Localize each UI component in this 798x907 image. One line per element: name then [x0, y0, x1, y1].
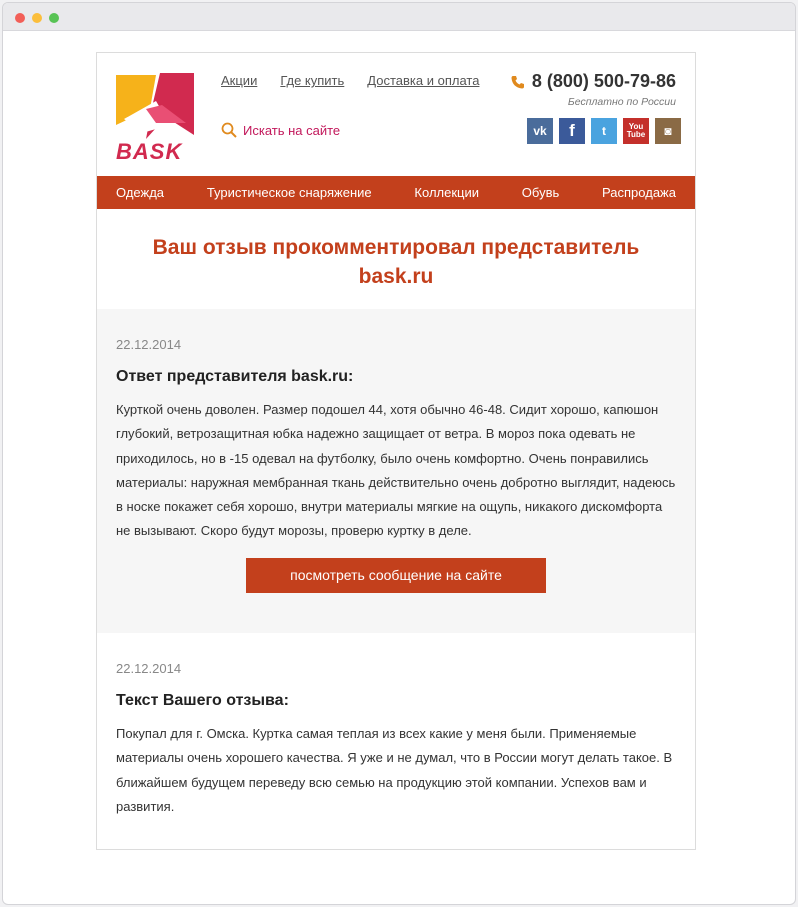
link-delivery-payment[interactable]: Доставка и оплата — [367, 73, 480, 88]
minimize-window-button[interactable] — [32, 13, 42, 23]
facebook-icon[interactable]: f — [559, 118, 585, 144]
close-window-button[interactable] — [15, 13, 25, 23]
user-review — [97, 633, 695, 819]
vk-icon[interactable]: vk — [527, 118, 553, 144]
phone-number[interactable]: 8 (800) 500-79-86 — [531, 71, 676, 91]
representative-reply — [97, 309, 695, 633]
reply-title: Ответ представителя bask.ru: — [116, 368, 354, 385]
reply-text: Курткой очень доволен. Размер подошел 44, хотя обычно 46-48. Сидит хорошо, капюшон глубокий, ветрозащитная юбка надежно защищает от ветра. В мороз пока одевать не приходилось, но в -15 одевал на футболку, было очень комфортно. Очень понравились материалы: наружная мембранная ткань действительно очень добротно выглядит, надеюсь в носке покажет себя хорошо, внутри материалы мягкие на ощупь, никакого дискомфорта не вызывают. Скоро будут морозы, проверю куртку в деле. — [116, 402, 676, 539]
nav-item-clothing[interactable]: Одежда — [116, 185, 165, 200]
site-search-link[interactable] — [221, 122, 340, 138]
nav-item-collections[interactable]: Коллекции — [414, 185, 479, 200]
nav-item-sale[interactable]: Распродажа — [602, 185, 676, 200]
search-label: Искать на сайте — [243, 122, 341, 138]
youtube-icon[interactable]: You Tube — [623, 118, 649, 144]
instagram-icon[interactable]: ◙ — [655, 118, 681, 144]
review-text: Покупал для г. Омска. Куртка самая теплая из всех какие у меня были. Применяемые материалы очень хорошего качества. Я уже и не думал, что в России могут делать такое. В ближайшем будущем переведу всю семью на продукцию этой компании. Успехов вам и развития. — [116, 726, 673, 814]
view-message-button[interactable]: посмотреть сообщение на сайте — [246, 558, 546, 593]
review-title: Текст Вашего отзыва: — [116, 692, 289, 709]
link-where-to-buy[interactable]: Где купить — [280, 73, 345, 88]
maximize-window-button[interactable] — [49, 13, 59, 23]
phone-block — [510, 71, 676, 108]
social-links — [527, 118, 681, 144]
logo-text[interactable]: BASK — [116, 139, 183, 164]
nav-item-gear[interactable]: Туристическое снаряжение — [206, 185, 372, 200]
page-title: Ваш отзыв прокомментировал представитель bask.ru — [152, 236, 640, 288]
main-nav — [97, 176, 695, 209]
nav-item-footwear[interactable]: Обувь — [521, 185, 560, 200]
review-date: 22.12.2014 — [116, 661, 182, 676]
top-links — [221, 73, 479, 88]
email-header — [97, 53, 695, 176]
search-icon — [221, 122, 237, 138]
twitter-icon[interactable]: t — [591, 118, 617, 144]
title-bar — [3, 3, 795, 31]
phone-note: Бесплатно по России — [567, 96, 676, 108]
email-container — [96, 52, 696, 850]
phone-icon — [510, 74, 526, 90]
reply-date: 22.12.2014 — [116, 337, 182, 352]
link-promotions[interactable]: Акции — [221, 73, 258, 88]
